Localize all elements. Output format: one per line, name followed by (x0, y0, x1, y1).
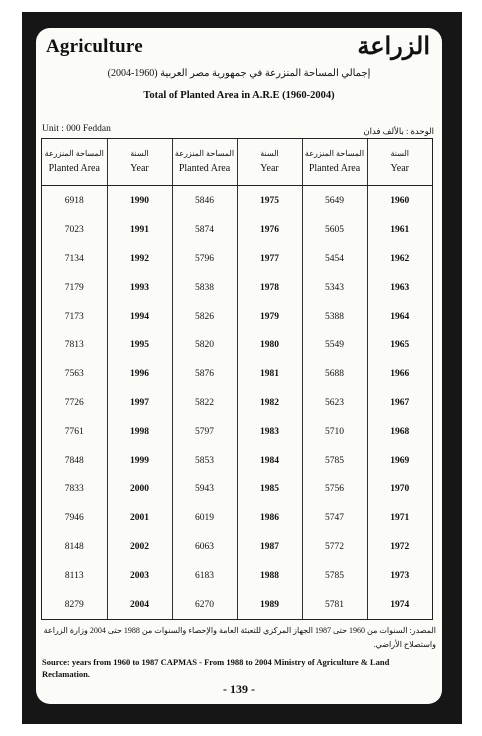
planted-area-cell: 5822 (172, 389, 237, 418)
year-cell: 1994 (107, 302, 172, 331)
year-cell: 1966 (367, 360, 432, 389)
planted-area-cell: 5874 (172, 216, 237, 245)
table-row (42, 389, 432, 418)
planted-area-cell: 6918 (64, 195, 84, 206)
planted-area-cell: 7946 (64, 513, 84, 524)
table-row (42, 302, 432, 331)
planted-area-cell: 5796 (172, 245, 237, 274)
column-header: السنة Year (367, 139, 432, 186)
planted-area-cell: 5943 (172, 475, 237, 504)
planted-area-cell: 8113 (64, 570, 84, 581)
planted-area-cell: 5747 (302, 504, 367, 533)
page-title-ar: الزراعة (357, 34, 430, 60)
year-cell: 1988 (237, 561, 302, 590)
year-cell: 1980 (237, 331, 302, 360)
year-cell: 1993 (107, 273, 172, 302)
planted-area-cell: 5756 (302, 475, 367, 504)
year-cell: 1998 (107, 417, 172, 446)
year-cell: 1968 (367, 417, 432, 446)
year-cell: 1991 (107, 216, 172, 245)
planted-area-cell: 7726 (64, 397, 84, 408)
planted-area-cell: 6183 (172, 561, 237, 590)
table-row (42, 561, 432, 590)
table-row (42, 360, 432, 389)
year-cell: 1983 (237, 417, 302, 446)
column-header: المساحة المنزرعة Planted Area (42, 139, 107, 186)
year-cell: 1971 (367, 504, 432, 533)
year-cell: 2000 (107, 475, 172, 504)
planted-area-cell: 7848 (64, 455, 84, 466)
planted-area-cell: 6270 (172, 590, 237, 619)
table-row (42, 504, 432, 533)
planted-area-cell: 5838 (172, 273, 237, 302)
source-note-en: Source: years from 1960 to 1987 CAPMAS - From 1988 to 2004 Ministry of Agriculture & Land Reclamation. (42, 657, 390, 679)
planted-area-cell: 7173 (64, 311, 84, 322)
planted-area-cell: 7023 (64, 225, 84, 236)
table-row (42, 590, 432, 619)
planted-area-cell: 7179 (64, 282, 84, 293)
year-cell: 1974 (367, 590, 432, 619)
year-cell: 2002 (107, 533, 172, 562)
table-row (42, 533, 432, 562)
table-row (42, 216, 432, 245)
planted-area-cell: 5797 (172, 417, 237, 446)
table-body (42, 186, 432, 620)
year-cell: 2003 (107, 561, 172, 590)
year-cell: 1973 (367, 561, 432, 590)
planted-area-cell: 5853 (172, 446, 237, 475)
table-subtitle-ar: إجمالي المساحة المنزرعة في جمهورية مصر العربية (1960-2004) (107, 68, 371, 79)
table-row (42, 273, 432, 302)
year-cell: 1969 (367, 446, 432, 475)
column-header: السنة Year (237, 139, 302, 186)
planted-area-cell: 5846 (172, 186, 237, 216)
year-cell: 1981 (237, 360, 302, 389)
year-cell: 1960 (367, 186, 432, 216)
table-subtitle-en: Total of Planted Area in A.R.E (1960-2004) (143, 90, 335, 101)
year-cell: 1989 (237, 590, 302, 619)
planted-area-table (41, 138, 433, 620)
planted-area-cell: 5781 (302, 590, 367, 619)
year-cell: 1967 (367, 389, 432, 418)
planted-area-cell: 5388 (302, 302, 367, 331)
planted-area-cell: 5785 (302, 561, 367, 590)
year-cell: 1965 (367, 331, 432, 360)
year-cell: 1982 (237, 389, 302, 418)
planted-area-cell: 5785 (302, 446, 367, 475)
year-cell: 1992 (107, 245, 172, 274)
table-row (42, 475, 432, 504)
planted-area-cell: 6019 (172, 504, 237, 533)
year-cell: 1997 (107, 389, 172, 418)
column-header: السنة Year (107, 139, 172, 186)
planted-area-cell: 7761 (64, 426, 84, 437)
planted-area-cell: 8148 (64, 541, 84, 552)
planted-area-cell: 7833 (64, 484, 84, 495)
table-row (42, 417, 432, 446)
year-cell: 2001 (107, 504, 172, 533)
column-header: المساحة المنزرعة Planted Area (302, 139, 367, 186)
year-cell: 1972 (367, 533, 432, 562)
planted-area-cell: 5826 (172, 302, 237, 331)
year-cell: 1996 (107, 360, 172, 389)
planted-area-cell: 5710 (302, 417, 367, 446)
planted-area-cell: 7813 (64, 340, 84, 351)
planted-area-cell: 5820 (172, 331, 237, 360)
unit-label-ar: الوحدة : بالألف فدان (363, 126, 434, 136)
year-cell: 1961 (367, 216, 432, 245)
year-cell: 1979 (237, 302, 302, 331)
planted-area-cell: 5549 (302, 331, 367, 360)
year-cell: 1970 (367, 475, 432, 504)
year-cell: 1976 (237, 216, 302, 245)
year-cell: 1995 (107, 331, 172, 360)
year-cell: 1978 (237, 273, 302, 302)
table-row (42, 446, 432, 475)
year-cell: 1987 (237, 533, 302, 562)
table-row (42, 186, 432, 216)
year-cell: 1985 (237, 475, 302, 504)
document-page (36, 28, 442, 704)
year-cell: 1984 (237, 446, 302, 475)
page-number: - 139 - (223, 682, 255, 696)
year-cell: 1977 (237, 245, 302, 274)
year-cell: 1990 (107, 186, 172, 216)
planted-area-cell: 5605 (302, 216, 367, 245)
planted-area-cell: 6063 (172, 533, 237, 562)
unit-label-en: Unit : 000 Feddan (42, 124, 111, 134)
year-cell: 1963 (367, 273, 432, 302)
planted-area-cell: 5649 (302, 186, 367, 216)
planted-area-cell: 5623 (302, 389, 367, 418)
year-cell: 1999 (107, 446, 172, 475)
page-title-en: Agriculture (46, 36, 143, 57)
planted-area-cell: 5688 (302, 360, 367, 389)
planted-area-cell: 7563 (64, 369, 84, 380)
planted-area-cell: 5343 (302, 273, 367, 302)
table-row (42, 245, 432, 274)
planted-area-cell: 8279 (64, 599, 84, 610)
table-row (42, 331, 432, 360)
planted-area-cell: 5772 (302, 533, 367, 562)
planted-area-cell: 7134 (64, 253, 84, 264)
year-cell: 1962 (367, 245, 432, 274)
year-cell: 1986 (237, 504, 302, 533)
planted-area-cell: 5454 (302, 245, 367, 274)
source-note-ar: المصدر: السنوات من 1960 حتى 1987 الجهاز المركزي للتعبئة العامة والإحصاء والسنوات من 1988 حتى 2004 وزارة الزراعة واستصلاح الأراضي. (43, 626, 436, 649)
table-header-row (42, 139, 432, 186)
planted-area-cell: 5876 (172, 360, 237, 389)
year-cell: 1964 (367, 302, 432, 331)
column-header: المساحة المنزرعة Planted Area (172, 139, 237, 186)
year-cell: 2004 (107, 590, 172, 619)
year-cell: 1975 (237, 186, 302, 216)
